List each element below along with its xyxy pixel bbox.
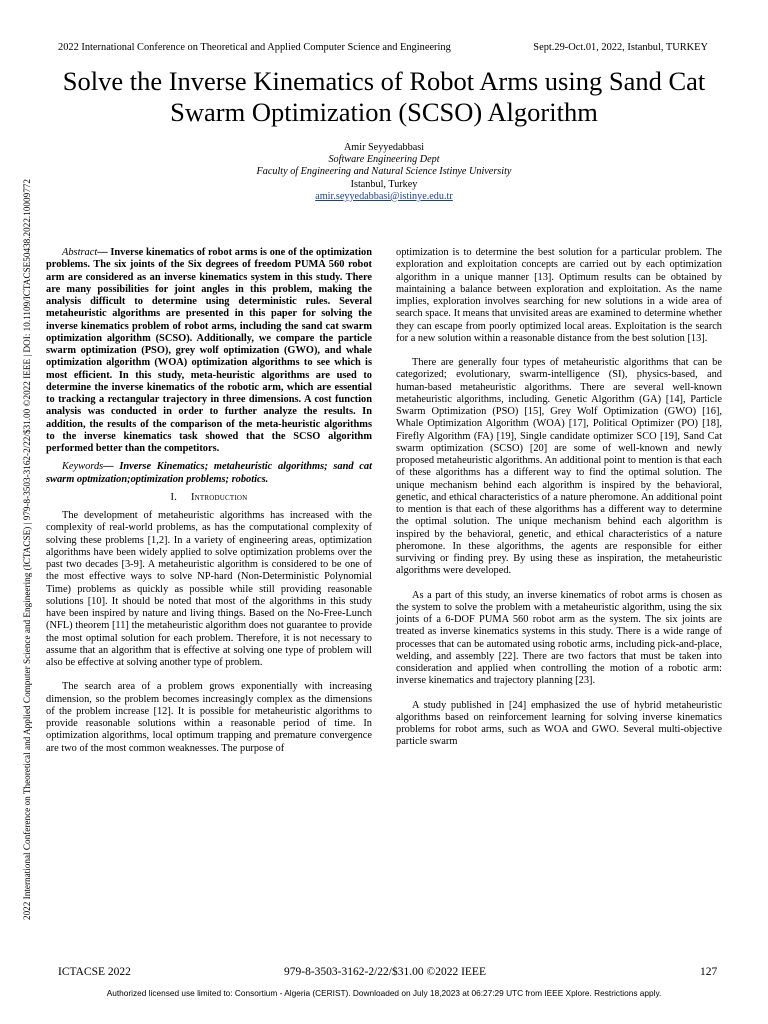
section-title: Introduction [191, 491, 248, 503]
conference-header [58, 42, 708, 53]
author-block [0, 142, 768, 203]
section-number: I. [170, 491, 178, 503]
keywords [46, 461, 372, 486]
doi-sidebar: 2022 International Conference on Theoretical and Applied Computer Science and Engineering (ICTACSE) | 979-8-3503-3162-2/22/$31.00 ©2022 IEEE | DOI: 10.1109/ICTACSE50438.2022.10009772 [22, 179, 32, 920]
footer-conference: ICTACSE 2022 [58, 966, 131, 978]
author-dept: Software Engineering Dept [328, 154, 440, 166]
conference-date-location: Sept.29-Oct.01, 2022, Istanbul, TURKEY [533, 42, 708, 53]
abstract-text: — Inverse kinematics of robot arms is one of the optimization problems. The six joints of the Six degrees of freedom PUMA 560 robot arm are considered as an inverse kinematics system in this study. There are many possibilities for joint angles in this problem, making the analysis difficult to determine using deterministic rules. Several metaheuristic algorithms are presented in this paper for solving the inverse kinematics problem of robot arms, including the sand cat swarm optimization algorithm (SCSO). Additionally, we compare the particle swarm optimization (PSO), grey wolf optimization (GWO), and whale optimization algorithm (WOA) optimization algorithms to see which is most efficient. In this study, meta-heuristic algorithms are used to determine the inverse kinematics of the robotic arm, which are essential to tracking a rectangular trajectory in three dimensions. A cost function analysis was conducted in order to further analyze the results. In addition, the results of the comparison of the meta-heuristic algorithms to the inverse kinematics task showed that the SCSO algorithm performed better than the competitors. [46, 247, 372, 454]
body-paragraph: There are generally four types of metaheuristic algorithms that can be categorized; evolutionary, swarm-intelligence (SI), physics-based, and human-based metaheuristic algorithms. There are several well-known metaheuristic algorithms, including. Genetic Algorithm (GA) [14], Particle Swarm Optimization (PSO) [15], Grey Wolf Optimization (GWO) [16], Whale Optimization Algorithm (WOA) [17], Political Optimizer (PO) [18], Firefly Algorithm (FA) [19], Single candidate optimizer SCO [19], Sand Cat swarm optimization (SCSO) [20] are some of well-known and newly proposed metaheuristic algorithms. An additional point to mention is that each of these algorithms has a different way to find the optimal solution. The unique mechanism behind each algorithm is inspired by the behavioral, genetic, and ethical characteristics of a nature pheromone. An additional point to mention is that each of these algorithms has a different way to determine the optimal solution. The unique mechanism behind each algorithm is inspired by the behavioral, genetic, and ethical characteristics of a nature pheromone. In these algorithms, the agents are responsible for either surviving or finding prey. By using these as inspiration, the metaheuristic algorithms were developed. [396, 357, 722, 577]
keywords-text: — Inverse Kinematics; metaheuristic algorithms; sand cat swarm optmization;optimization problems; robotics. [46, 461, 372, 485]
license-notice: Authorized licensed use limited to: Consortium - Algeria (CERIST). Downloaded on July 18,2023 at 06:27:29 UTC from IEEE Xplore. Restrictions apply. [106, 988, 662, 998]
abstract-label: Abstract [62, 247, 98, 258]
conference-name: 2022 International Conference on Theoretical and Applied Computer Science and Engineering [58, 42, 451, 53]
body-paragraph: optimization is to determine the best solution for a particular problem. The exploration and exploitation concepts are carried out by each optimization algorithm in a unique manner [13]. Optimum results can be obtained by maintaining a balance between exploration and exploitation. As the name implies, exploration involves searching for new solutions in a wide area of search space. It means that unvisited areas are examined to determine whether they can escape from poorly optimized local areas. Exploitation is the search for a new solution within a reasonable distance from the best solution [13]. [396, 247, 722, 344]
body-paragraph: As a part of this study, an inverse kinematics of robot arms is chosen as the system to solve the problem with a metaheuristic algorithm, using the six joints of a 6-DOF PUMA 560 robot arm as the system. The six joints are treated as inverse kinematics systems in this study. There is a wide range of processes that can be automated using robotic arms, including pick-and-place, welding, and assembly [22]. There are two factors that must be taken into consideration and applied when controlling the motion of a robotic arm: inverse kinematics and trajectory planning [23]. [396, 589, 722, 687]
body-paragraph: A study published in [24] emphasized the use of hybrid metaheuristic algorithms based on reinforcement learning for solving inverse kinematics problems for robot arms, such as WOA and GWO. Several multi-objective particle swarm [396, 699, 722, 748]
intro-paragraph: The search area of a problem grows exponentially with increasing dimension, so the problem becomes increasingly complex as the dimensions of the problem increase [12]. It is possible for metaheuristic algorithms to provide reasonable solutions within a reasonable period of time. In optimization algorithms, local optimum trapping and premature convergence are two of the most common weaknesses. The purpose of [46, 681, 372, 754]
keywords-label: Keywords [62, 461, 104, 473]
author-city: Istanbul, Turkey [350, 178, 418, 190]
paper-title: Solve the Inverse Kinematics of Robot Arms using Sand Cat Swarm Optimization (SCSO) Algorithm [62, 66, 706, 127]
section-heading-introduction [46, 492, 372, 504]
author-faculty: Faculty of Engineering and Natural Science Istinye University [256, 166, 512, 178]
left-column [46, 247, 372, 761]
abstract [46, 247, 372, 455]
footer-copyright: 979-8-3503-3162-2/22/$31.00 ©2022 IEEE [284, 966, 486, 978]
right-column [396, 247, 722, 755]
page-number: 127 [700, 966, 718, 978]
author-email-link[interactable]: amir.seyyedabbasi@istinye.edu.tr [315, 190, 453, 202]
intro-paragraph: The development of metaheuristic algorithms has increased with the complexity of real-world problems, as has the computational complexity of solving these problems [1,2]. In a variety of engineering areas, optimization algorithms have been widely applied to solve optimization problems over the past two decades [3-9]. A metaheuristic algorithm is considered to be one of the most effective ways to solve NP-hard (Non-Deterministic Polynomial Time) problems as quickly as possible while still providing reasonable solutions [10]. It should be noted that most of the algorithms in this study have been inspired by nature and living things. Based on the No-Free-Lunch (NFL) theorem [11] the metaheuristic algorithm does not guarantee to provide the most optimal solution for each problem. Therefore, it is not necessary to assume that an algorithm that is effective at solving one type of problem will also be effective at solving another type of problem. [46, 510, 372, 668]
author-name: Amir Seyyedabbasi [343, 142, 425, 153]
